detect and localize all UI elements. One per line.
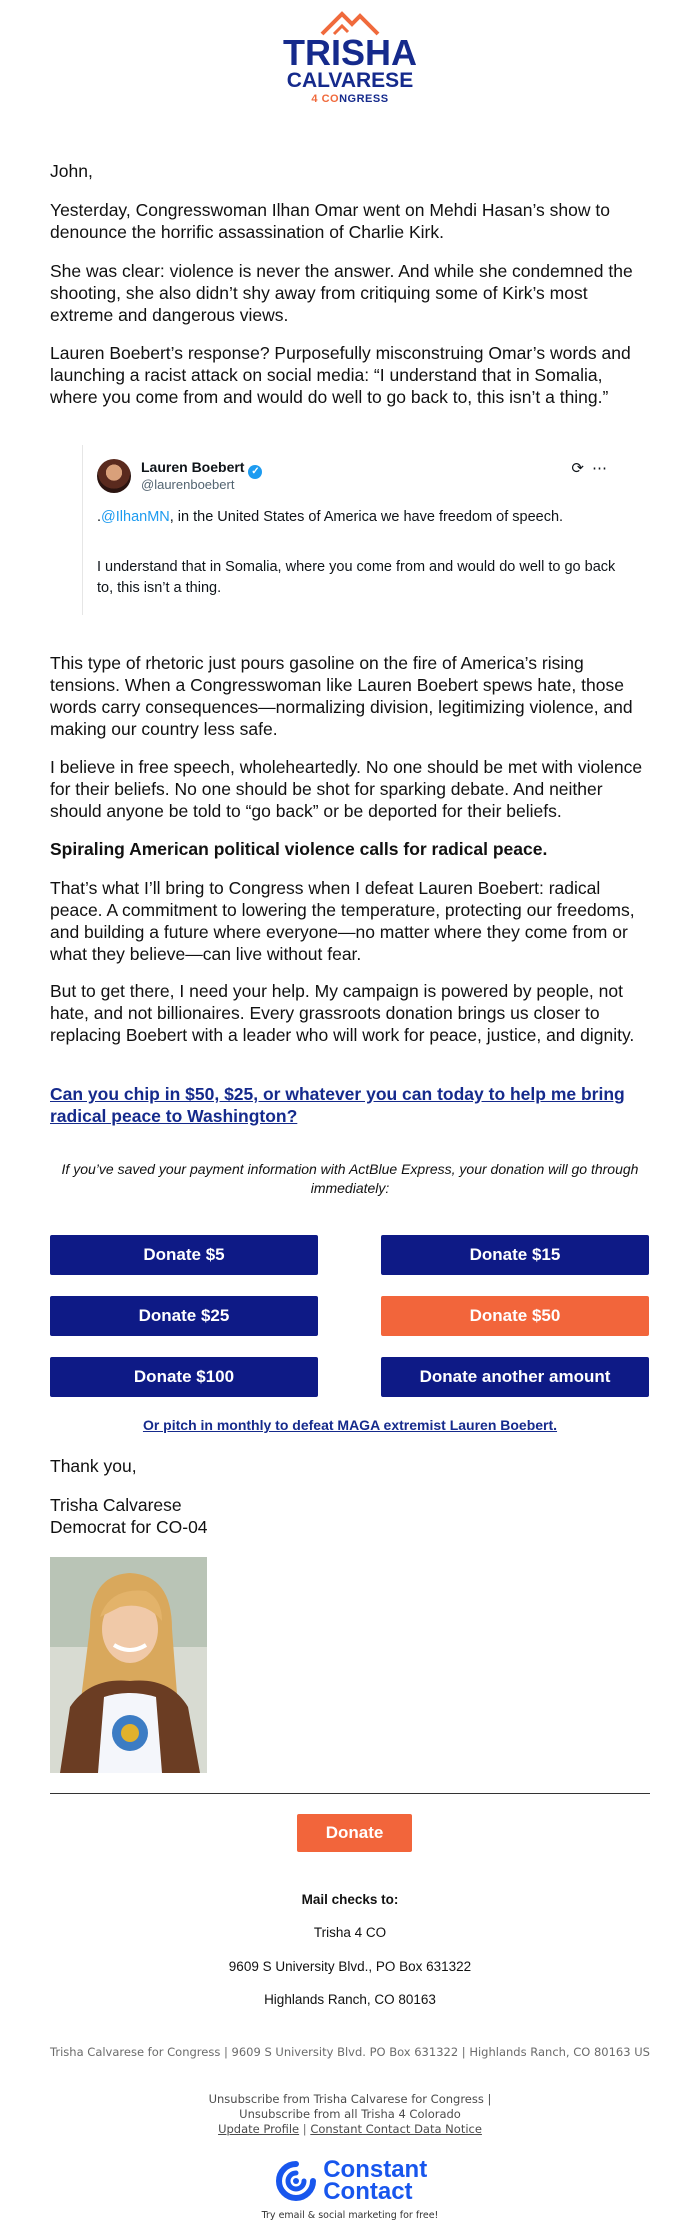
logo-district: 4 CONGRESS bbox=[311, 93, 389, 105]
tweet-mention-link[interactable]: @IlhanMN bbox=[101, 509, 170, 525]
paragraph-6: That’s what I’ll bring to Congress when I defeat Lauren Boebert: radical peace. A commitment to lowering the temperature, protecting our freedoms, and building a future where everyone—no matter where they come from or what they believe—can live without fear. bbox=[50, 878, 635, 964]
paragraph-3: Lauren Boebert’s response? Purposefully misconstruing Omar’s words and launching a racist attack on social media: “I understand that in Somalia, where you come from and would do well to go back to, this isn’t a thing.” bbox=[50, 343, 631, 407]
tweet-actions bbox=[571, 459, 615, 477]
mail-line-1: Trisha 4 CO bbox=[313, 1925, 387, 1940]
mail-checks-heading: Mail checks to: bbox=[301, 1892, 399, 1907]
refresh-icon[interactable]: ⟳ bbox=[571, 460, 592, 477]
logo-first-name: TRISHA bbox=[283, 32, 417, 73]
footer-donate-button[interactable]: Donate bbox=[297, 1814, 412, 1852]
tweet-avatar bbox=[97, 459, 131, 493]
candidate-photo-illustration bbox=[50, 1557, 207, 1773]
footer-divider bbox=[50, 1793, 650, 1794]
paragraph-5: I believe in free speech, wholeheartedly. No one should be met with violence for their beliefs. No one should be shot for sparking debate. And neither should anyone be told to “go back” or be deported for their beliefs. bbox=[50, 757, 643, 821]
update-profile-link[interactable]: Update Profile bbox=[218, 2122, 300, 2136]
constant-contact-badge[interactable] bbox=[0, 2158, 700, 2221]
footer-address: Trisha Calvarese for Congress | 9609 S University Blvd. PO Box 631322 | Highlands Ranch, CO 80163 US bbox=[50, 2045, 650, 2059]
donate-5-button[interactable]: Donate $5 bbox=[50, 1235, 318, 1275]
tweet-handle: @laurenboebert bbox=[141, 477, 235, 492]
paragraph-2: She was clear: violence is never the answer. And while she condemned the shooting, she also didn’t shy away from critiquing some of Kirk’s most extreme and dangerous views. bbox=[50, 261, 633, 325]
monthly-donation-link[interactable]: Or pitch in monthly to defeat MAGA extremist Lauren Boebert. bbox=[142, 1417, 558, 1433]
actblue-note: If you’ve saved your payment information with ActBlue Express, your donation will go through immediately: bbox=[61, 1161, 639, 1196]
constant-contact-wordmark: Constant Contact bbox=[323, 2156, 428, 2205]
tweet-author-name: Lauren Boebert ✓ bbox=[141, 459, 262, 479]
signature-title: Democrat for CO-04 bbox=[50, 1517, 208, 1537]
donate-25-button[interactable]: Donate $25 bbox=[50, 1296, 318, 1336]
more-icon[interactable]: ⋯ bbox=[592, 460, 615, 477]
constant-contact-tagline: Try email & social marketing for free! bbox=[261, 2210, 439, 2221]
candidate-photo bbox=[50, 1557, 207, 1773]
paragraph-7: But to get there, I need your help. My campaign is powered by people, not hate, and not billionaires. Every grassroots donation brings us closer to replacing Boebert with a leader who will work for peace, justice, and dignity. bbox=[50, 981, 635, 1045]
tweet-line-2: I understand that in Somalia, where you come from and would do well to go back to, this isn’t a thing. bbox=[97, 559, 616, 596]
donate-50-button[interactable]: Donate $50 bbox=[381, 1296, 649, 1336]
paragraph-1: Yesterday, Congresswoman Ilhan Omar went on Mehdi Hasan’s show to denounce the horrific assassination of Charlie Kirk. bbox=[50, 200, 610, 242]
embedded-tweet[interactable] bbox=[82, 445, 623, 615]
link-separator: | bbox=[302, 2122, 307, 2136]
constant-contact-logo-icon bbox=[273, 2158, 319, 2204]
mail-line-3: Highlands Ranch, CO 80163 bbox=[264, 1992, 436, 2007]
paragraph-4: This type of rhetoric just pours gasoline on the fire of America’s rising tensions. When a Congresswoman like Lauren Boebert spews hate, those words carry consequences—normalizing division, legitimizing violence, and making our country less safe. bbox=[50, 653, 633, 739]
donate-other-button[interactable]: Donate another amount bbox=[381, 1357, 649, 1397]
mail-line-2: 9609 S University Blvd., PO Box 631322 bbox=[228, 1959, 472, 1974]
verified-badge-icon: ✓ bbox=[248, 465, 262, 479]
unsubscribe-link[interactable]: Unsubscribe from Trisha Calvarese for Congress | bbox=[208, 2092, 492, 2106]
unsubscribe-all-link[interactable]: Unsubscribe from all Trisha 4 Colorado bbox=[239, 2107, 461, 2121]
donate-100-button[interactable]: Donate $100 bbox=[50, 1357, 318, 1397]
data-notice-link[interactable]: Constant Contact Data Notice bbox=[310, 2122, 482, 2136]
greeting: John, bbox=[50, 161, 93, 181]
cta-link[interactable]: Can you chip in $50, $25, or whatever you can today to help me bring radical peace to Washington? bbox=[50, 1084, 625, 1126]
footer-links bbox=[50, 2092, 650, 2137]
tweet-line-1: .@IlhanMN, in the United States of America we have freedom of speech. bbox=[97, 509, 564, 525]
sign-off: Thank you, bbox=[50, 1456, 137, 1476]
section-heading: Spiraling American political violence calls for radical peace. bbox=[50, 839, 548, 859]
campaign-logo bbox=[0, 8, 700, 106]
signature-name: Trisha Calvarese bbox=[50, 1495, 182, 1515]
donate-15-button[interactable]: Donate $15 bbox=[381, 1235, 649, 1275]
logo-last-name: CALVARESE bbox=[286, 69, 414, 92]
